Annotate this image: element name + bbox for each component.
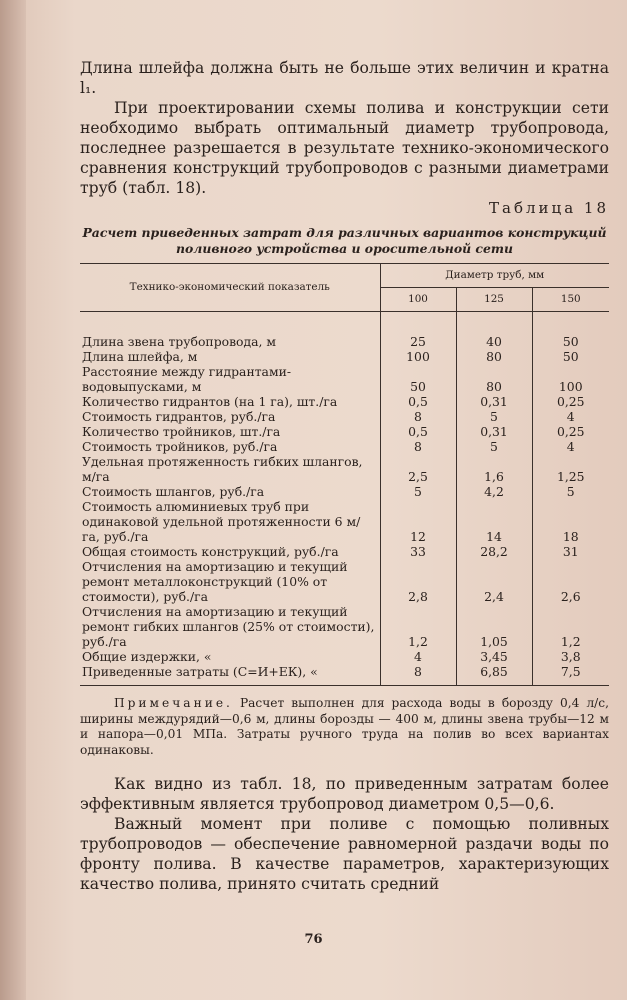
table-row — [80, 394, 609, 409]
row-label: Стоимость гидрантов, руб./га — [82, 409, 276, 424]
row-label: Отчисления на амортизацию и текущий ремонт гибких шлангов (25% от стоимости), руб./га — [82, 604, 375, 649]
note-text: Расчет выполнен для расхода воды в борозду 0,4 л/с, ширины междурядий—0,6 м, длины борозды — 400 м, длины звена трубы—12 м и напора—0,01 МПа. Затраты ручного труда на полив во всех вариантах одинаковы. — [80, 696, 609, 757]
row-value-150: 31 — [532, 544, 609, 559]
table-row — [80, 312, 609, 350]
table-label: Таблица 18 — [489, 199, 609, 217]
row-value-150: 4 — [532, 409, 609, 424]
row-value-125: 14 — [456, 499, 532, 544]
row-label: Общие издержки, « — [82, 649, 212, 664]
row-value-125: 3,45 — [456, 649, 532, 664]
row-value-150: 3,8 — [532, 649, 609, 664]
row-value-100: 25 — [380, 312, 456, 350]
table-row — [80, 454, 609, 484]
table-row — [80, 409, 609, 424]
row-value-125: 2,4 — [456, 559, 532, 604]
page-number: 76 — [304, 932, 323, 947]
paragraph-shleif-length: Длина шлейфа должна быть не больше этих величин и кратна l₁. — [80, 59, 609, 97]
row-value-100: 8 — [380, 439, 456, 454]
row-value-100: 5 — [380, 484, 456, 499]
row-label: Количество гидрантов (на 1 га), шт./га — [82, 394, 338, 409]
row-value-100: 4 — [380, 649, 456, 664]
row-label: Длина шлейфа, м — [82, 349, 198, 364]
row-value-150: 1,2 — [532, 604, 609, 649]
row-label: Общая стоимость конструкций, руб./га — [82, 544, 339, 559]
table-row — [80, 364, 609, 394]
header-diameter-150: 150 — [532, 288, 609, 312]
row-label: Стоимость тройников, руб./га — [82, 439, 278, 454]
row-value-150: 1,25 — [532, 454, 609, 484]
row-value-125: 6,85 — [456, 664, 532, 686]
row-value-125: 80 — [456, 349, 532, 364]
table-body — [80, 312, 609, 686]
row-value-125: 0,31 — [456, 424, 532, 439]
row-value-100: 33 — [380, 544, 456, 559]
table-row — [80, 424, 609, 439]
row-value-150: 5 — [532, 484, 609, 499]
row-value-150: 7,5 — [532, 664, 609, 686]
row-value-150: 0,25 — [532, 394, 609, 409]
row-value-100: 50 — [380, 364, 456, 394]
row-value-125: 28,2 — [456, 544, 532, 559]
row-label: Стоимость алюминиевых труб при одинаковой удельной протяженности 6 м/га, руб./га — [82, 499, 361, 544]
table-row — [80, 649, 609, 664]
row-value-150: 18 — [532, 499, 609, 544]
table-title: Расчет приведенных затрат для различных вариантов конструкций поливного устройства и оросительной сети — [82, 225, 607, 256]
row-value-100: 100 — [380, 349, 456, 364]
row-value-100: 8 — [380, 409, 456, 424]
paragraph-conclusion: Как видно из табл. 18, по приведенным затратам более эффективным является трубопровод диаметром 0,5—0,6. — [80, 775, 609, 813]
row-value-150: 50 — [532, 349, 609, 364]
row-value-100: 0,5 — [380, 394, 456, 409]
row-value-100: 2,8 — [380, 559, 456, 604]
row-value-125: 80 — [456, 364, 532, 394]
table-row — [80, 559, 609, 604]
page-gutter-shadow — [0, 0, 26, 1000]
row-value-150: 4 — [532, 439, 609, 454]
table-header-row — [80, 264, 609, 288]
row-label: Расстояние между гидрантами-водовыпусками, м — [82, 364, 292, 394]
row-value-100: 1,2 — [380, 604, 456, 649]
row-value-125: 0,31 — [456, 394, 532, 409]
cost-table — [80, 263, 609, 686]
header-diameter-100: 100 — [380, 288, 456, 312]
row-label: Длина звена трубопровода, м — [82, 334, 277, 349]
table-row — [80, 439, 609, 454]
row-value-125: 1,05 — [456, 604, 532, 649]
table-row — [80, 604, 609, 649]
row-label: Удельная протяженность гибких шлангов, м/га — [82, 454, 363, 484]
row-value-150: 50 — [532, 312, 609, 350]
header-indicator: Технико-экономический показатель — [80, 264, 380, 312]
table-row — [80, 499, 609, 544]
row-value-125: 4,2 — [456, 484, 532, 499]
header-diameter-125: 125 — [456, 288, 532, 312]
paragraph-pipe-diameter: При проектировании схемы полива и конструкции сети необходимо выбрать оптимальный диаметр трубопровода, последнее разрешается в результате технико-экономического сравнения конструкций трубопроводов с разными диаметрами труб (табл. 18). — [80, 99, 609, 197]
row-value-150: 0,25 — [532, 424, 609, 439]
paragraph-uniform-distribution: Важный момент при поливе с помощью поливных трубопроводов — обеспечение равномерной раздачи воды по фронту полива. В качестве параметров, характеризующих качество полива, принято считать средний — [80, 815, 609, 893]
row-label: Отчисления на амортизацию и текущий ремонт металлоконструкций (10% от стоимости), руб./га — [82, 559, 348, 604]
row-value-125: 5 — [456, 439, 532, 454]
row-value-100: 12 — [380, 499, 456, 544]
header-diameter: Диаметр труб, мм — [380, 264, 609, 288]
row-value-100: 2,5 — [380, 454, 456, 484]
table-row — [80, 484, 609, 499]
table-row — [80, 544, 609, 559]
row-value-150: 100 — [532, 364, 609, 394]
row-value-125: 40 — [456, 312, 532, 350]
table-note — [80, 696, 609, 758]
row-value-100: 0,5 — [380, 424, 456, 439]
row-value-125: 1,6 — [456, 454, 532, 484]
row-label: Количество тройников, шт./га — [82, 424, 281, 439]
table-row — [80, 664, 609, 686]
row-value-150: 2,6 — [532, 559, 609, 604]
note-label: Примечание. — [114, 696, 233, 710]
row-value-100: 8 — [380, 664, 456, 686]
table-row — [80, 349, 609, 364]
row-label: Приведенные затраты (С=И+ЕК), « — [80, 664, 380, 686]
row-label: Стоимость шлангов, руб./га — [82, 484, 265, 499]
row-value-125: 5 — [456, 409, 532, 424]
